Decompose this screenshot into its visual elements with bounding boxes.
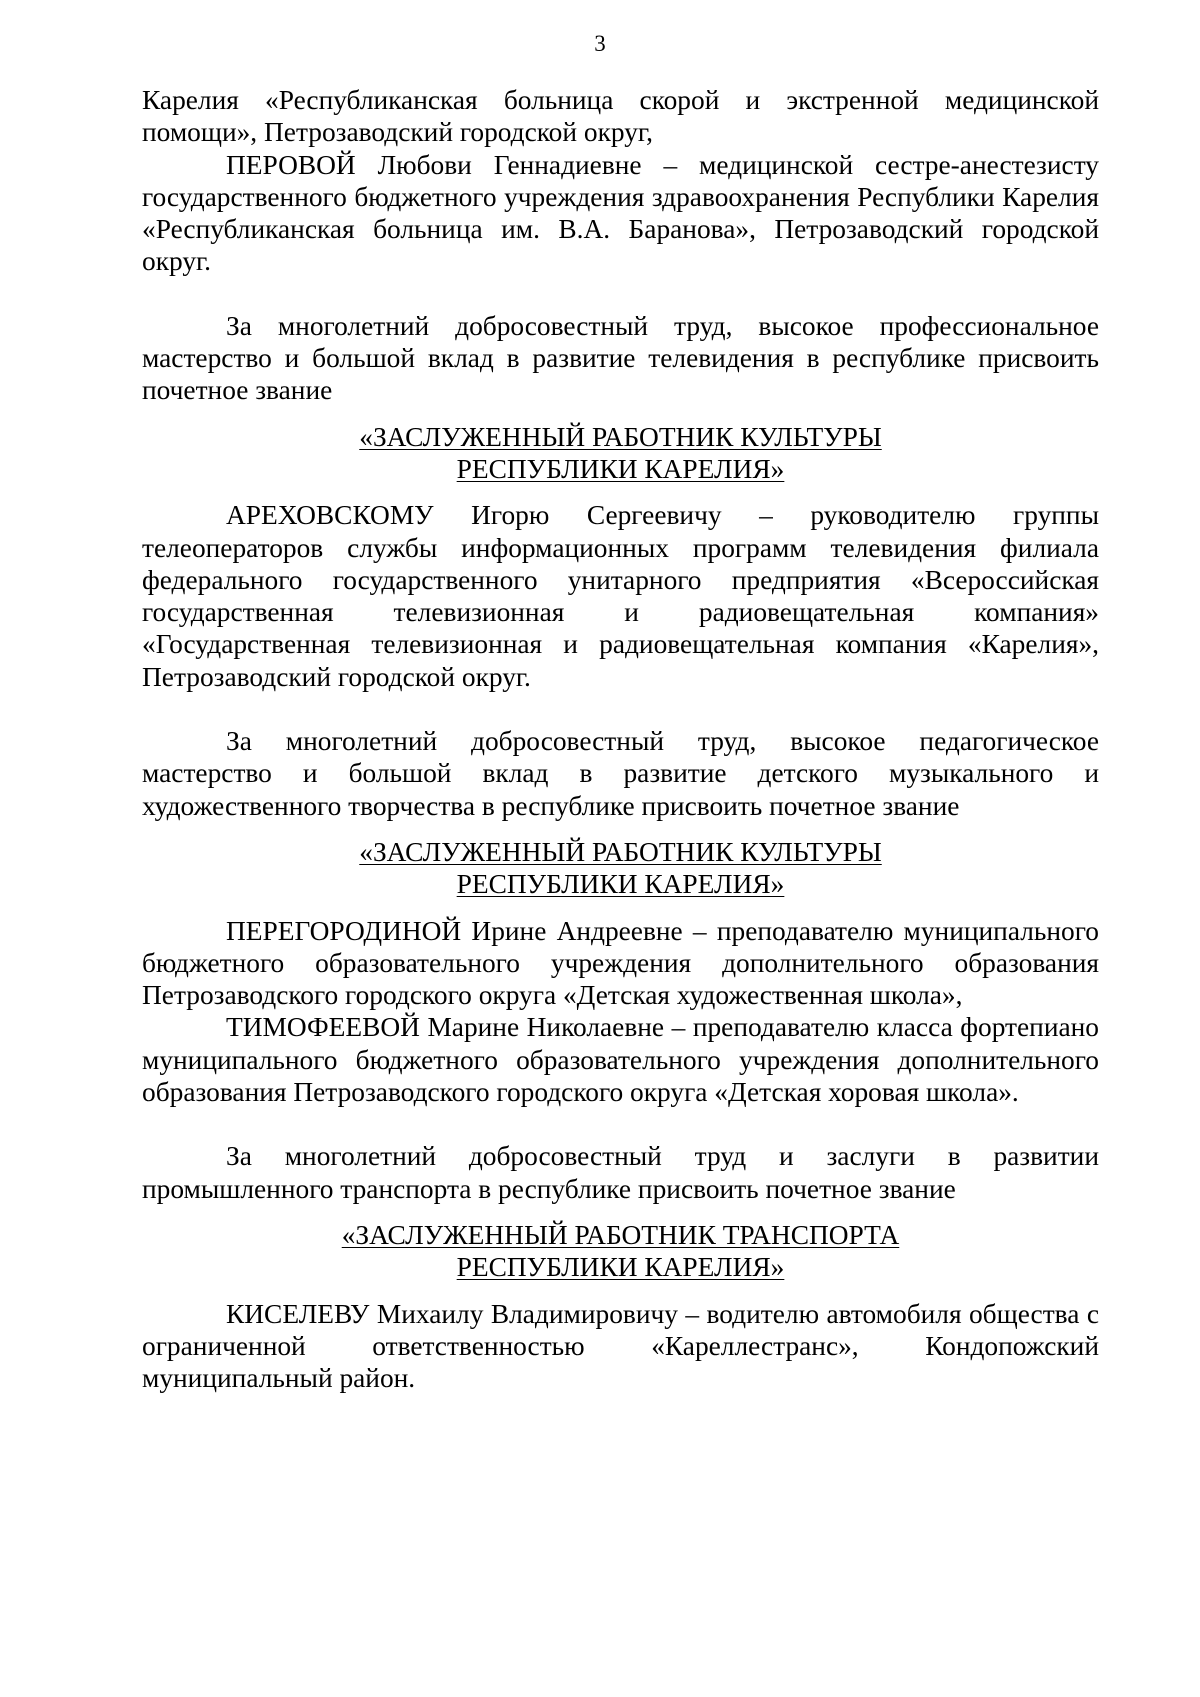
paragraph-kiselev: КИСЕЛЕВУ Михаилу Владимировичу – водителю автомобиля общества с ограниченной ответственностью «Кареллестранс», Кондопожский муниципальный район. [142, 1298, 1099, 1394]
award-title-culture-2-line2: РЕСПУБЛИКИ КАРЕЛИЯ» [456, 869, 785, 900]
paragraph-perova: ПЕРОВОЙ Любови Геннадиевне – медицинской сестре-анестезисту государственного бюджетного учреждения здравоохранения Республики Карелия «Республиканская больница им. В.А. Баранова», Петрозаводский городской округ. [142, 149, 1099, 277]
award-title-culture-1-line2: РЕСПУБЛИКИ КАРЕЛИЯ» [456, 453, 785, 484]
paragraph-arekhovsky: АРЕХОВСКОМУ Игорю Сергеевичу – руководителю группы телеоператоров службы информационных программ телевидения филиала федерального государственного унитарного предприятия «Всероссийская государственная телевизионная и радиовещательная компания» «Государственная телевизионная и радиовещательная компания «Карелия», Петрозаводский городской округ. [142, 500, 1099, 692]
paragraph-timofeeva: ТИМОФЕЕВОЙ Марине Николаевне – преподавателю класса фортепиано муниципального бюджетного образовательного учреждения дополнительного образования Петрозаводского городского округа «Детская хоровая школа». [142, 1012, 1099, 1108]
document-body [142, 84, 1099, 1394]
spacer [142, 1205, 1099, 1219]
spacer [142, 1284, 1099, 1298]
paragraph-hospital-continuation: Карелия «Республиканская больница скорой и экстренной медицинской помощи», Петрозаводский городской округ, [142, 85, 1099, 148]
award-title-culture-1-line1: «ЗАСЛУЖЕННЫЙ РАБОТНИК КУЛЬТУРЫ [359, 421, 882, 452]
spacer [142, 901, 1099, 915]
paragraph-award-tv: За многолетний добросовестный труд, высокое профессиональное мастерство и большой вклад в развитие телевидения в республике присвоить почетное звание [142, 310, 1099, 406]
paragraph-award-transport: За многолетний добросовестный труд и заслуги в развитии промышленного транспорта в республике присвоить почетное звание [142, 1141, 1099, 1204]
spacer [142, 1108, 1099, 1140]
spacer [142, 278, 1099, 310]
spacer [142, 407, 1099, 421]
award-title-transport-line1: «ЗАСЛУЖЕННЫЙ РАБОТНИК ТРАНСПОРТА [341, 1219, 900, 1250]
paragraph-award-music: За многолетний добросовестный труд, высокое педагогическое мастерство и большой вклад в развитие детского музыкального и художественного творчества в республике присвоить почетное звание [142, 726, 1099, 821]
award-title-culture-2-line1: «ЗАСЛУЖЕННЫЙ РАБОТНИК КУЛЬТУРЫ [359, 836, 882, 867]
spacer [142, 822, 1099, 836]
award-title-transport-line2: РЕСПУБЛИКИ КАРЕЛИЯ» [456, 1252, 785, 1283]
spacer [142, 485, 1099, 499]
spacer [142, 693, 1099, 725]
page-number: 3 [594, 31, 606, 56]
paragraph-peregorodina: ПЕРЕГОРОДИНОЙ Ирине Андреевне – преподавателю муниципального бюджетного образовательного учреждения дополнительного образования Петрозаводского городского округа «Детская художественная школа», [142, 915, 1099, 1011]
